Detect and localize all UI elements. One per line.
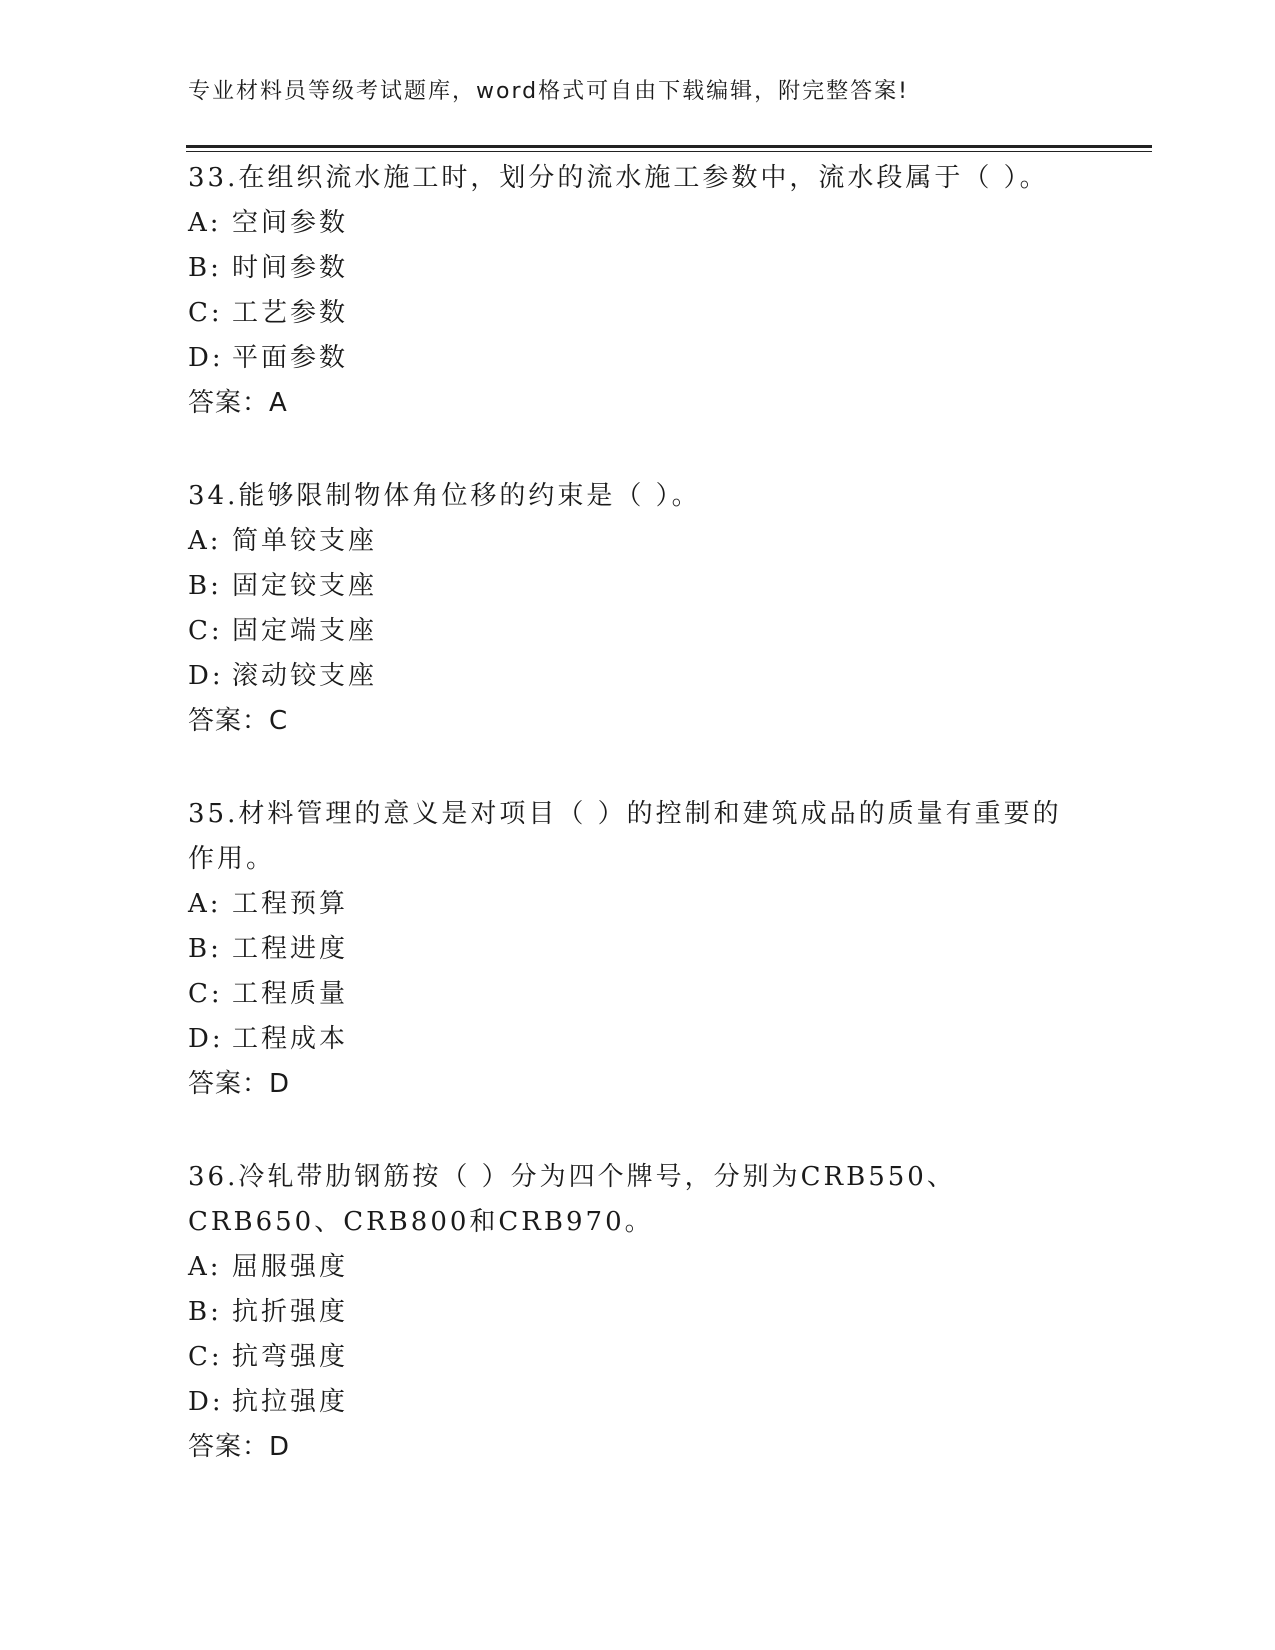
option-letter: A: [188,208,222,238]
question-list [188,156,1088,1518]
option-b [188,564,1088,609]
question-text: 33.在组织流水施工时，划分的流水施工参数中，流水段属于（ ）。 [188,163,1049,193]
option-c [188,609,1088,654]
question-text: 36.冷轧带肋钢筋按（ ）分为四个牌号，分别为CRB550、CRB650、CRB800和CRB970。 [188,1162,956,1237]
option-b [188,246,1088,291]
option-text: 屈服强度 [232,1252,349,1282]
option-text: 固定端支座 [232,616,378,646]
answer-line: 答案：A [188,388,288,418]
option-letter: D: [188,343,224,373]
question-35 [188,792,1088,1107]
option-letter: A: [188,1252,222,1282]
header-divider-thin [186,151,1152,152]
answer-line: 答案：D [188,1069,291,1099]
option-text: 平面参数 [232,343,349,373]
option-a [188,882,1088,927]
option-text: 抗弯强度 [232,1342,349,1372]
option-letter: D: [188,661,224,691]
answer-line: 答案：D [188,1432,291,1462]
question-36 [188,1155,1088,1470]
option-text: 空间参数 [232,208,349,238]
option-letter: B: [188,1297,222,1327]
option-text: 固定铰支座 [232,571,378,601]
option-text: 工程成本 [232,1024,349,1054]
option-text: 工程进度 [232,934,349,964]
option-letter: A: [188,889,222,919]
question-34 [188,474,1088,744]
option-a [188,519,1088,564]
option-b [188,1290,1088,1335]
option-text: 抗折强度 [232,1297,349,1327]
page-header: 专业材料员等级考试题库，word格式可自由下载编辑，附完整答案! [188,79,909,104]
option-a [188,201,1088,246]
option-b [188,927,1088,972]
question-text: 35.材料管理的意义是对项目（ ）的控制和建筑成品的质量有重要的作用。 [188,799,1062,874]
option-d [188,336,1088,381]
option-letter: D: [188,1024,224,1054]
option-letter: C: [188,979,223,1009]
option-letter: B: [188,934,222,964]
option-text: 时间参数 [232,253,349,283]
option-letter: C: [188,298,223,328]
option-d [188,1017,1088,1062]
option-c [188,1335,1088,1380]
option-letter: D: [188,1387,224,1417]
question-text: 34.能够限制物体角位移的约束是（ ）。 [188,481,701,511]
option-text: 工程质量 [232,979,349,1009]
option-c [188,972,1088,1017]
option-text: 滚动铰支座 [232,661,378,691]
option-text: 简单铰支座 [232,526,378,556]
option-letter: A: [188,526,222,556]
option-d [188,654,1088,699]
answer-line: 答案：C [188,706,289,736]
header-divider [186,145,1152,148]
option-c [188,291,1088,336]
option-a [188,1245,1088,1290]
question-33 [188,156,1088,426]
option-letter: B: [188,571,222,601]
option-d [188,1380,1088,1425]
option-letter: B: [188,253,222,283]
option-letter: C: [188,1342,223,1372]
option-text: 工程预算 [232,889,349,919]
option-text: 工艺参数 [232,298,349,328]
option-text: 抗拉强度 [232,1387,349,1417]
option-letter: C: [188,616,223,646]
